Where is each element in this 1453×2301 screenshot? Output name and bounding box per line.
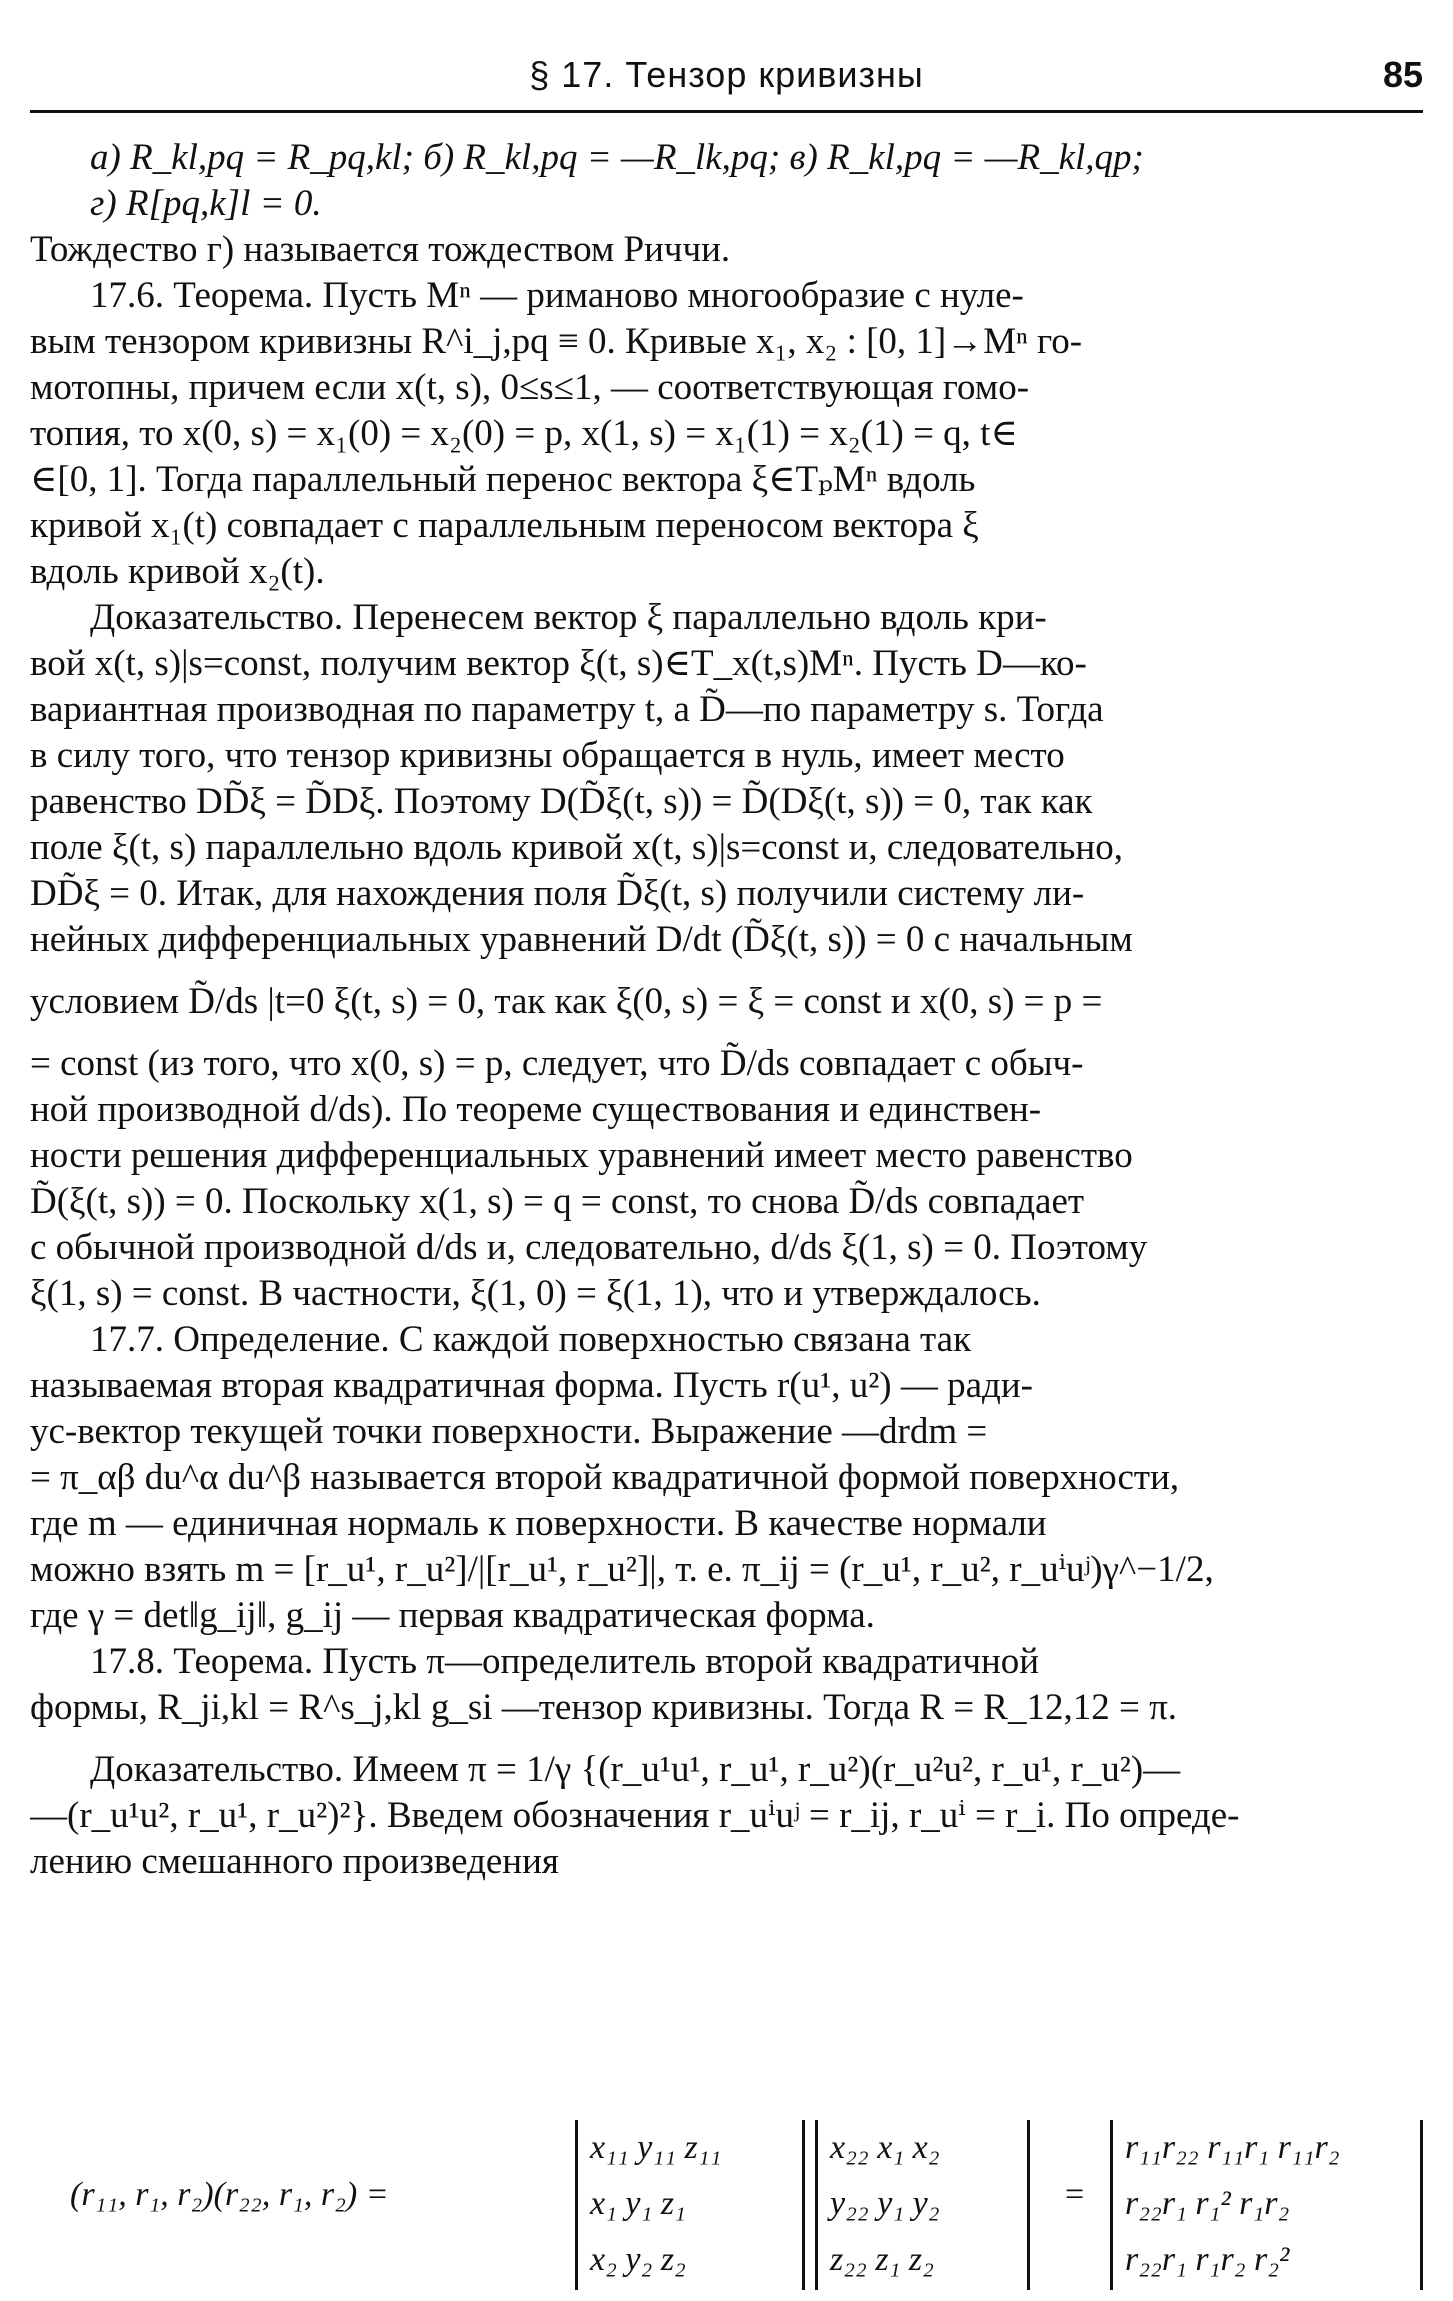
text-line: а) R_kl,pq = R_pq,kl; б) R_kl,pq = —R_lk,pq; в) R_kl,pq = —R_kl,qp; <box>90 137 1144 178</box>
matrix-row: z₂₂ z₁ z₂ <box>830 2241 934 2278</box>
running-header <box>30 40 1423 113</box>
text-line: ∈[0, 1]. Тогда параллельный перенос вектора ξ∈TₚMⁿ вдоль <box>30 459 976 500</box>
matrix-row: x₂ y₂ z₂ <box>590 2241 686 2278</box>
determinant-2 <box>815 2120 1030 2290</box>
matrix-row: x₁ y₁ z₁ <box>590 2185 686 2222</box>
text-line: = const (из того, что x(0, s) = p, следует, что D̃/ds совпадает с обыч- <box>30 1043 1084 1084</box>
text-line: нейных дифференциальных уравнений D/dt (D̃ξ(t, s)) = 0 с начальным <box>30 919 1133 960</box>
proof-heading: Доказательство. Имеем π = 1/γ {(r_u¹u¹, r_u¹, r_u²)(r_u²u², r_u¹, r_u²)— <box>90 1749 1181 1790</box>
determinant-3 <box>1110 2120 1423 2290</box>
section-title: § 17. Тензор кривизны <box>529 54 924 95</box>
text-line: вдоль кривой x₂(t). <box>30 551 325 592</box>
text-line: с обычной производной d/ds и, следовательно, d/ds ξ(1, s) = 0. Поэтому <box>30 1227 1148 1268</box>
text-line: вой x(t, s)|s=const, получим вектор ξ(t, s)∈T_x(t,s)Mⁿ. Пусть D—ко- <box>30 643 1087 684</box>
page-body <box>30 135 1423 1885</box>
page-number: 85 <box>1382 54 1423 95</box>
text-line: где m — единичная нормаль к поверхности. В качестве нормали <box>30 1503 1047 1544</box>
equals-sign: = <box>1065 2176 1085 2213</box>
text-line: лению смешанного произведения <box>30 1841 559 1882</box>
text-line: можно взять m = [r_u¹, r_u²]/|[r_u¹, r_u²]|, т. е. π_ij = (r_u¹, r_u², r_uⁱuʲ)γ^−1/2, <box>30 1549 1214 1590</box>
text-line: г) R[pq,k]l = 0. <box>90 183 322 224</box>
text-line: мотопны, причем если x(t, s), 0≤s≤1, — соответствующая гомо- <box>30 367 1030 408</box>
text-line: кривой x₁(t) совпадает с параллельным переносом вектора ξ <box>30 505 979 546</box>
text-line: DD̃ξ = 0. Итак, для нахождения поля D̃ξ(t, s) получили систему ли- <box>30 873 1085 914</box>
text-line: ус-вектор текущей точки поверхности. Выражение —drdm = <box>30 1411 988 1452</box>
text-line: ной производной d/ds). По теореме существования и единствен- <box>30 1089 1042 1130</box>
matrix-row: r₂₂r₁ r₁² r₁r₂ <box>1125 2185 1290 2222</box>
matrix-row: r₁₁r₂₂ r₁₁r₁ r₁₁r₂ <box>1125 2129 1340 2166</box>
text-line: ξ(1, s) = const. В частности, ξ(1, 0) = ξ(1, 1), что и утверждалось. <box>30 1273 1041 1314</box>
matrix-row: x₁₁ y₁₁ z₁₁ <box>590 2129 722 2166</box>
text-line: называемая вторая квадратичная форма. Пусть r(u¹, u²) — ради- <box>30 1365 1033 1406</box>
text-line: вариантная производная по параметру t, а D̃—по параметру s. Тогда <box>30 689 1104 730</box>
text-line: топия, то x(0, s) = x₁(0) = x₂(0) = p, x(1, s) = x₁(1) = x₂(1) = q, t∈ <box>30 413 1018 454</box>
theorem-17-6-heading: 17.6. Теорема. Пусть Mⁿ — риманово многообразие с нуле- <box>90 275 1024 316</box>
theorem-17-8-heading: 17.8. Теорема. Пусть π—определитель второй квадратичной <box>90 1641 1040 1682</box>
determinant-1 <box>575 2120 805 2290</box>
determinant-equation <box>30 2120 1423 2290</box>
text-line: —(r_u¹u², r_u¹, r_u²)²}. Введем обозначения r_uⁱuʲ = r_ij, r_uⁱ = r_i. По опреде- <box>30 1795 1240 1836</box>
proof-heading: Доказательство. Перенесем вектор ξ параллельно вдоль кри- <box>90 597 1047 638</box>
matrix-row: r₂₂r₁ r₁r₂ r₂² <box>1125 2241 1290 2278</box>
text-line: условием D̃/ds |t=0 ξ(t, s) = 0, так как ξ(0, s) = ξ = const и x(0, s) = p = <box>30 981 1103 1022</box>
text-line: равенство DD̃ξ = D̃Dξ. Поэтому D(D̃ξ(t, s)) = D̃(Dξ(t, s)) = 0, так как <box>30 781 1093 822</box>
text-line: в силу того, что тензор кривизны обращается в нуль, имеет место <box>30 735 1065 776</box>
definition-17-7-heading: 17.7. Определение. С каждой поверхностью связана так <box>90 1319 972 1360</box>
text-line: вым тензором кривизны R^i_j,pq ≡ 0. Кривые x₁, x₂ : [0, 1]→Mⁿ го- <box>30 321 1083 362</box>
text-line: формы, R_ji,kl = R^s_j,kl g_si —тензор кривизны. Тогда R = R_12,12 = π. <box>30 1687 1178 1728</box>
equation-lhs: (r₁₁, r₁, r₂)(r₂₂, r₁, r₂) = <box>70 2176 389 2213</box>
text-line: где γ = det‖g_ij‖, g_ij — первая квадратическая форма. <box>30 1595 875 1636</box>
matrix-row: x₂₂ x₁ x₂ <box>830 2129 940 2166</box>
text-line: поле ξ(t, s) параллельно вдоль кривой x(t, s)|s=const и, следовательно, <box>30 827 1123 868</box>
text-line: ности решения дифференциальных уравнений имеет место равенство <box>30 1135 1133 1176</box>
text-line: = π_αβ du^α du^β называется второй квадратичной формой поверхности, <box>30 1457 1180 1498</box>
text-line: Тождество г) называется тождеством Риччи. <box>30 229 731 270</box>
matrix-row: y₂₂ y₁ y₂ <box>830 2185 940 2222</box>
text-line: D̃(ξ(t, s)) = 0. Поскольку x(1, s) = q = const, то снова D̃/ds совпадает <box>30 1181 1085 1222</box>
